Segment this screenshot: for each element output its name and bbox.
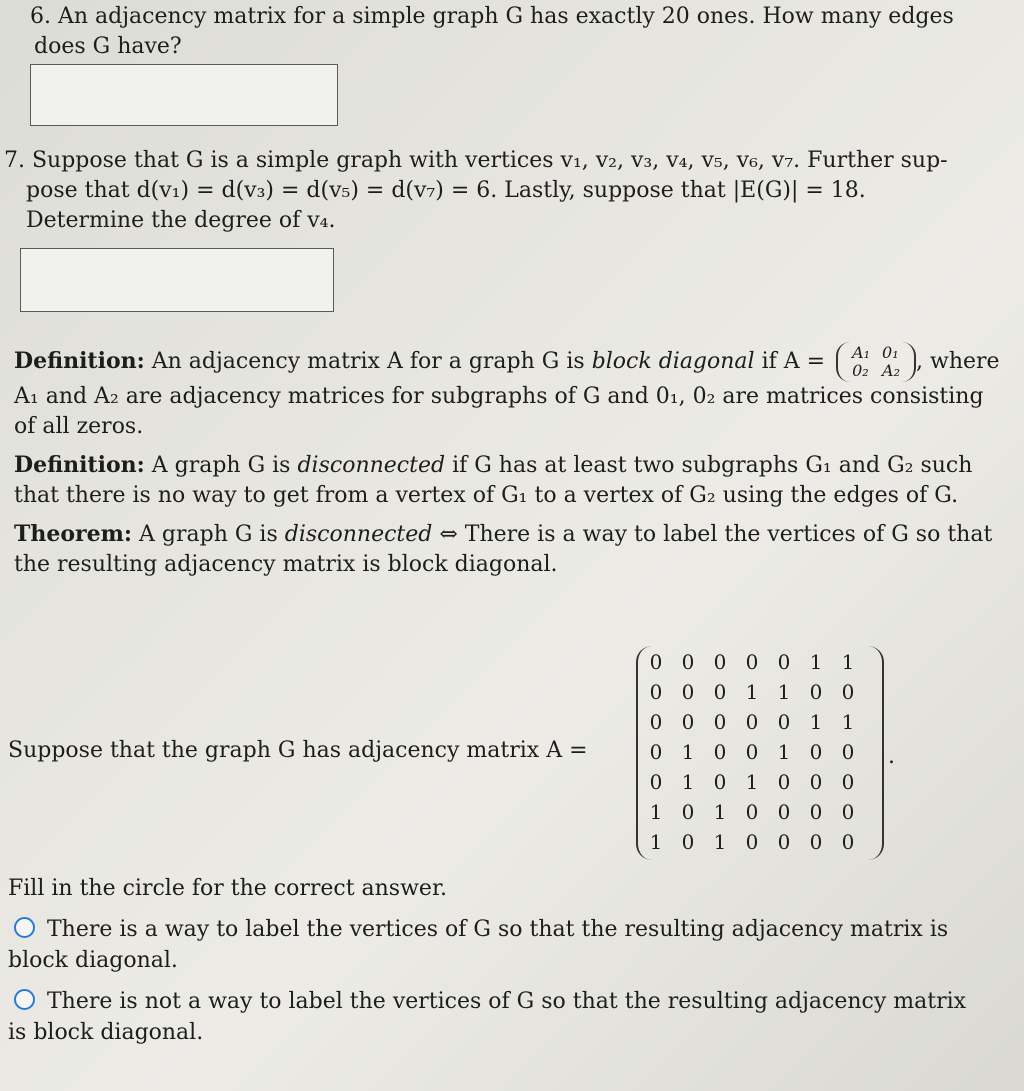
question-7-answer-box[interactable] bbox=[20, 248, 334, 312]
matrix-cell: 0 bbox=[777, 710, 791, 734]
matrix-cell: 0 bbox=[841, 680, 855, 704]
matrix-cell: 0 bbox=[777, 800, 791, 824]
matrix-cell: 0 bbox=[649, 650, 663, 674]
matrix-cell: 1 bbox=[809, 710, 823, 734]
block-matrix: A₁ 0₁ 0₂ A₂ bbox=[836, 342, 916, 382]
matrix-cell: 0 bbox=[777, 650, 791, 674]
option-1[interactable] bbox=[8, 914, 988, 976]
matrix-cell: 0 bbox=[681, 650, 695, 674]
matrix-cell: 0 bbox=[809, 770, 823, 794]
definition-label: Definition: bbox=[14, 348, 145, 374]
matrix-cell: 0 bbox=[745, 710, 759, 734]
term-block-diagonal: block diagonal bbox=[591, 349, 755, 374]
question-6-line-1: 6. An adjacency matrix for a simple graph G has exactly 20 ones. How many edges bbox=[30, 4, 954, 29]
question-6-answer-box[interactable] bbox=[30, 64, 338, 126]
matrix-cell: 0 bbox=[809, 830, 823, 854]
matrix-cell: 0 bbox=[713, 680, 727, 704]
matrix-cell: 0 bbox=[745, 740, 759, 764]
matrix-cell: 0 bbox=[713, 650, 727, 674]
matrix-period: . bbox=[888, 744, 895, 769]
matrix-cell: 1 bbox=[681, 770, 695, 794]
matrix-cell: 1 bbox=[713, 800, 727, 824]
matrix-cell: 0 bbox=[649, 710, 663, 734]
question-7-line-2: pose that d(v₁) = d(v₃) = d(v₅) = d(v₇) = 6. Lastly, suppose that |E(G)| = 18. bbox=[26, 178, 866, 203]
matrix-cell: 0 bbox=[649, 740, 663, 764]
definition-block-diagonal: Definition: An adjacency matrix A for a graph G is block diagonal if A = A₁ 0₁ 0₂ A₂ , where A₁ and A₂ are adjacency matrices for subgraphs of G and 0₁, 0₂ are matrices consisting of all zeros. bbox=[14, 343, 1000, 439]
matrix-cell: 1 bbox=[713, 830, 727, 854]
question-6-line-2: does G have? bbox=[34, 34, 182, 59]
matrix-cell: 0 bbox=[681, 800, 695, 824]
matrix-cell: 1 bbox=[841, 710, 855, 734]
matrix-cell: 1 bbox=[809, 650, 823, 674]
matrix-cell: 0 bbox=[681, 680, 695, 704]
theorem-disconnected: Theorem: A graph G is disconnected ⇔ There is a way to label the vertices of G so that the resulting adjacency matrix is block diagonal. bbox=[14, 521, 993, 577]
question-6 bbox=[30, 2, 990, 62]
matrix-cell: 0 bbox=[713, 740, 727, 764]
matrix-cell: 0 bbox=[777, 830, 791, 854]
matrix-cell: 1 bbox=[745, 680, 759, 704]
definitions-section bbox=[14, 342, 1004, 588]
question-7-line-1: 7. Suppose that G is a simple graph with vertices v₁, v₂, v₃, v₄, v₅, v₆, v₇. Further sup- bbox=[4, 148, 948, 173]
theorem-label: Theorem: bbox=[14, 521, 133, 547]
matrix-cell: 0 bbox=[809, 680, 823, 704]
matrix-cell: 0 bbox=[681, 710, 695, 734]
term-disconnected: disconnected bbox=[284, 522, 433, 547]
matrix-cell: 0 bbox=[841, 800, 855, 824]
radio-circle-icon[interactable] bbox=[14, 917, 35, 938]
question-7 bbox=[4, 146, 1004, 236]
option-1-label: There is a way to label the vertices of G so that the resulting adjacency matrix is block diagonal. bbox=[8, 917, 949, 973]
matrix-cell: 0 bbox=[809, 740, 823, 764]
matrix-cell: 0 bbox=[649, 770, 663, 794]
matrix-cell: 0 bbox=[809, 800, 823, 824]
matrix-cell: 1 bbox=[777, 740, 791, 764]
matrix-cell: 0 bbox=[841, 830, 855, 854]
definition-label: Definition: bbox=[14, 452, 145, 478]
term-disconnected: disconnected bbox=[297, 453, 446, 478]
adjacency-matrix bbox=[636, 646, 884, 860]
option-2-label: There is not a way to label the vertices of G so that the resulting adjacency matrix is block diagonal. bbox=[8, 989, 967, 1045]
matrix-cell: 1 bbox=[841, 650, 855, 674]
matrix-cell: 0 bbox=[841, 770, 855, 794]
matrix-cell: 1 bbox=[745, 770, 759, 794]
matrix-cell: 0 bbox=[841, 740, 855, 764]
matrix-cell: 1 bbox=[649, 800, 663, 824]
matrix-cell: 0 bbox=[777, 770, 791, 794]
suppose-text: Suppose that the graph G has adjacency matrix A = bbox=[8, 738, 588, 763]
matrix-cell: 0 bbox=[713, 770, 727, 794]
matrix-cell: 1 bbox=[777, 680, 791, 704]
matrix-cell: 1 bbox=[649, 830, 663, 854]
matrix-cell: 0 bbox=[745, 830, 759, 854]
matrix-cell: 1 bbox=[681, 740, 695, 764]
question-7-line-3: Determine the degree of v₄. bbox=[26, 208, 336, 233]
matrix-cell: 0 bbox=[681, 830, 695, 854]
matrix-cell: 0 bbox=[745, 800, 759, 824]
matrix-cell: 0 bbox=[713, 710, 727, 734]
radio-circle-icon[interactable] bbox=[14, 989, 35, 1010]
fill-prompt: Fill in the circle for the correct answer. bbox=[8, 876, 448, 901]
definition-disconnected: Definition: A graph G is disconnected if G has at least two subgraphs G₁ and G₂ such that there is no way to get from a vertex of G₁ to a vertex of G₂ using the edges of G. bbox=[14, 452, 973, 508]
matrix-cell: 0 bbox=[649, 680, 663, 704]
matrix-cell: 0 bbox=[745, 650, 759, 674]
option-2[interactable] bbox=[8, 986, 988, 1048]
